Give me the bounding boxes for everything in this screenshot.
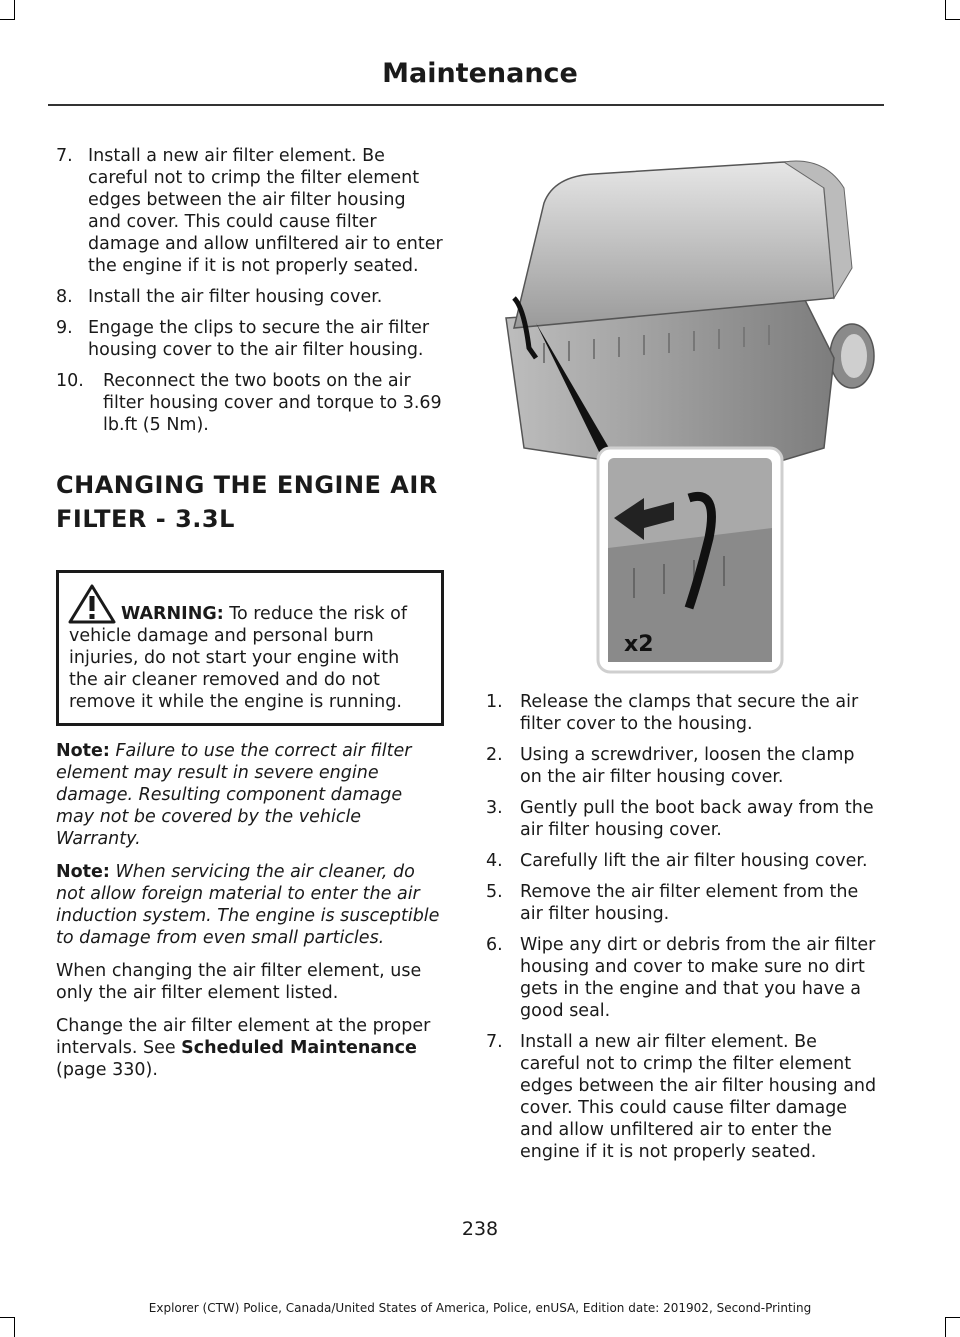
crop-mark <box>14 1317 15 1337</box>
note-label: Note: <box>56 741 110 761</box>
list-item <box>56 145 444 277</box>
step-number: 5. <box>486 882 503 902</box>
note <box>56 740 444 850</box>
step-number: 8. <box>56 287 73 307</box>
crop-mark <box>946 1317 960 1318</box>
step-text: Wipe any dirt or debris from the air filter housing and cover to make sure no dirt gets in the engine and that you have a good seal. <box>520 935 876 1021</box>
step-text: Engage the clips to secure the air filter housing cover to the air filter housing. <box>88 318 430 360</box>
footer-text: Explorer (CTW) Police, Canada/United States of America, Police, enUSA, Edition date: 201902, Second-Printing <box>148 1301 812 1315</box>
list-item <box>486 934 880 1022</box>
note-label: Note: <box>56 862 110 882</box>
list-item <box>486 691 880 735</box>
list-item <box>486 881 880 925</box>
crop-mark <box>946 19 960 20</box>
section-heading <box>56 468 444 536</box>
step-text: Remove the air filter element from the air filter housing. <box>520 882 859 924</box>
header-divider <box>48 104 884 106</box>
list-item <box>486 797 880 841</box>
list-item <box>486 1031 880 1163</box>
note <box>56 861 444 949</box>
note-text: Failure to use the correct air filter element may result in severe engine damage. Resulting component damage may not be covered by the vehicle Warranty. <box>56 741 412 849</box>
paragraph <box>56 1015 444 1081</box>
step-text: Carefully lift the air filter housing cover. <box>520 851 868 871</box>
left-column <box>56 145 444 1092</box>
step-text: Install a new air filter element. Be careful not to crimp the filter element edges between the air filter housing and cover. This could cause filter damage and allow unfiltered air to enter the engine if it is not properly seated. <box>88 146 443 276</box>
step-text: Gently pull the boot back away from the air filter housing cover. <box>520 798 874 840</box>
step-number: 2. <box>486 745 503 765</box>
list-item <box>56 370 444 436</box>
warning-triangle-icon <box>67 583 117 625</box>
page-number: 238 <box>461 1218 499 1240</box>
step-number: 7. <box>486 1032 503 1052</box>
step-text: Release the clamps that secure the air filter cover to the housing. <box>520 692 859 734</box>
warning-box <box>56 570 444 726</box>
crop-mark <box>0 1317 14 1318</box>
step-number: 4. <box>486 851 503 871</box>
step-text: Using a screwdriver, loosen the clamp on the air filter housing cover. <box>520 745 855 787</box>
warning-text: To reduce the risk of vehicle damage and personal burn injuries, do not start your engine with the air cleaner removed and do not remove it while the engine is running. <box>69 604 408 712</box>
step-number: 10. <box>56 371 84 391</box>
crop-mark <box>14 0 15 20</box>
right-column <box>486 691 880 1172</box>
step-text: Install the air filter housing cover. <box>88 287 383 307</box>
list-item <box>486 744 880 788</box>
paragraph-text: Change the air filter element at the proper intervals. See <box>56 1016 431 1058</box>
callout-label: x2 <box>624 632 654 657</box>
air-filter-housing-illustration <box>484 148 880 678</box>
section-heading-line: CHANGING THE ENGINE AIR <box>56 471 438 499</box>
crop-mark <box>945 0 946 20</box>
step-number: 7. <box>56 146 73 166</box>
paragraph-text: (page 330). <box>56 1060 158 1080</box>
section-heading-line: FILTER - 3.3L <box>56 505 235 533</box>
crop-mark <box>0 19 14 20</box>
crop-mark <box>945 1317 946 1337</box>
note-text: When servicing the air cleaner, do not allow foreign material to enter the air induction system. The engine is susceptible to damage from even small particles. <box>56 862 440 948</box>
step-text: Reconnect the two boots on the air filter housing cover and torque to 3.69 lb.ft (5 Nm). <box>103 371 442 435</box>
warning-label: WARNING: <box>121 604 224 624</box>
list-item <box>56 317 444 361</box>
list-item <box>486 850 880 872</box>
step-number: 1. <box>486 692 503 712</box>
page-title: Maintenance <box>382 58 578 89</box>
paragraph: When changing the air filter element, use only the air filter element listed. <box>56 961 422 1003</box>
step-number: 9. <box>56 318 73 338</box>
scheduled-maintenance-link[interactable]: Scheduled Maintenance <box>181 1038 417 1058</box>
step-number: 6. <box>486 935 503 955</box>
list-item <box>56 286 444 308</box>
step-number: 3. <box>486 798 503 818</box>
step-text: Install a new air filter element. Be careful not to crimp the filter element edges between the air filter housing and cover. This could cause filter damage and allow unfiltered air to enter the engine if it is not properly seated. <box>520 1032 877 1162</box>
